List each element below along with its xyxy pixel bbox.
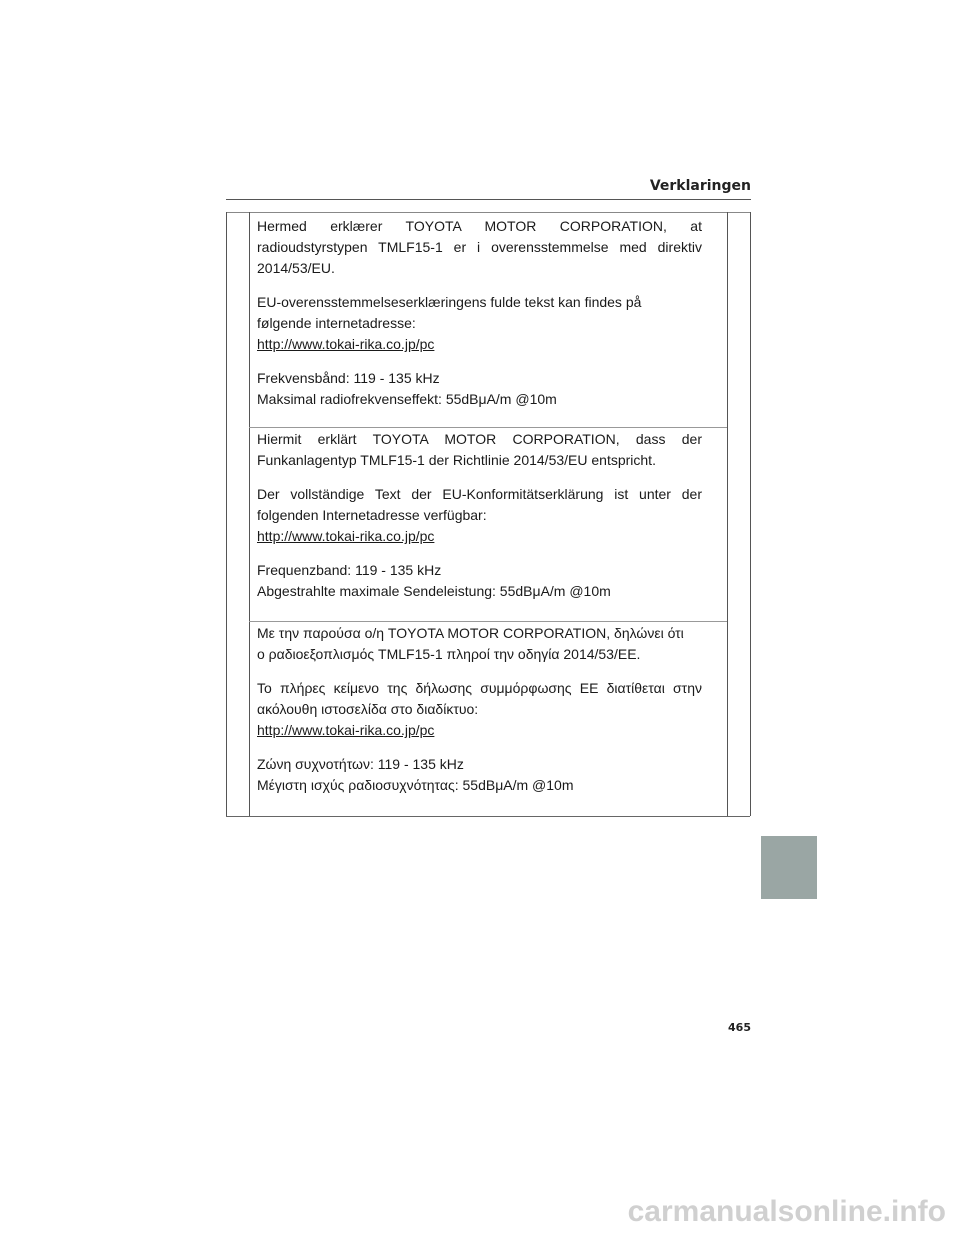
declaration-text-line: ακόλουθη ιστοσελίδα στο διαδίκτυο: xyxy=(257,701,479,717)
declaration-paragraph xyxy=(257,623,702,665)
max-power-text: Abgestrahlte maximale Sendeleistung: 55dBμA/m @10m xyxy=(257,583,611,599)
section-divider xyxy=(249,427,727,428)
frequency-band-text: Frekvensbånd: 119 - 135 kHz xyxy=(257,370,440,386)
frequency-band-text: Ζώνη συχνοτήτων: 119 - 135 kHz xyxy=(257,756,464,772)
frequency-band-text: Frequenzband: 119 - 135 kHz xyxy=(257,562,442,578)
watermark: carmanualsonline.info xyxy=(627,1195,946,1228)
section-divider xyxy=(249,621,727,622)
declaration-german xyxy=(257,429,702,602)
declaration-paragraph xyxy=(257,368,702,410)
header-rule xyxy=(226,199,751,200)
declaration-paragraph xyxy=(257,560,702,602)
declaration-danish xyxy=(257,216,702,410)
declaration-text-line: EU-overensstemmelseserklæringens fulde tekst kan findes på xyxy=(257,294,642,310)
declaration-text-line: Der vollständige Text der EU-Konformitätserklärung ist unter der xyxy=(257,486,702,502)
chapter-tab xyxy=(761,836,817,899)
declaration-paragraph xyxy=(257,292,702,355)
declaration-text-line: 2014/53/EU. xyxy=(257,260,335,276)
page-number: 465 xyxy=(728,1021,751,1034)
declaration-paragraph xyxy=(257,754,702,796)
declaration-paragraph xyxy=(257,484,702,547)
frame-border-right-inner xyxy=(727,212,728,816)
declaration-link[interactable]: http://www.tokai-rika.co.jp/pc xyxy=(257,336,435,352)
declaration-text-line: radioudstyrstypen TMLF15-1 er i overensstemmelse med direktiv xyxy=(257,239,702,255)
declaration-text-line: Hiermit erklärt TOYOTA MOTOR CORPORATION, dass der xyxy=(257,431,702,447)
declaration-text-line: Το πλήρες κείμενο της δήλωσης συμμόρφωσης ΕΕ διατίθεται στην xyxy=(257,680,702,696)
declaration-greek xyxy=(257,623,702,796)
max-power-text: Μέγιστη ισχύς ραδιοσυχνότητας: 55dBμA/m @10m xyxy=(257,777,574,793)
declaration-paragraph xyxy=(257,429,702,471)
frame-border-right-outer xyxy=(750,212,751,816)
declaration-paragraph xyxy=(257,216,702,279)
declaration-text-line: folgenden Internetadresse verfügbar: xyxy=(257,507,487,523)
frame-border-left-outer xyxy=(226,212,227,816)
max-power-text: Maksimal radiofrekvenseffekt: 55dBμA/m @10m xyxy=(257,391,557,407)
declaration-text-line: følgende internetadresse: xyxy=(257,315,416,331)
frame-border-left-inner xyxy=(249,212,250,816)
declaration-text-line: Με την παρούσα ο/η TOYOTA MOTOR CORPORATION, δηλώνει ότι xyxy=(257,625,684,641)
declaration-text-line: ο ραδιοεξοπλισμός TMLF15-1 πληροί την οδηγία 2014/53/ΕΕ. xyxy=(257,646,641,662)
declaration-link[interactable]: http://www.tokai-rika.co.jp/pc xyxy=(257,528,435,544)
declaration-text-line: Hermed erklærer TOYOTA MOTOR CORPORATION, at xyxy=(257,218,702,234)
declaration-link[interactable]: http://www.tokai-rika.co.jp/pc xyxy=(257,722,435,738)
page-header-title: Verklaringen xyxy=(649,178,751,194)
declaration-text-line: Funkanlagentyp TMLF15-1 der Richtlinie 2014/53/EU entspricht. xyxy=(257,452,656,468)
declaration-paragraph xyxy=(257,678,702,741)
